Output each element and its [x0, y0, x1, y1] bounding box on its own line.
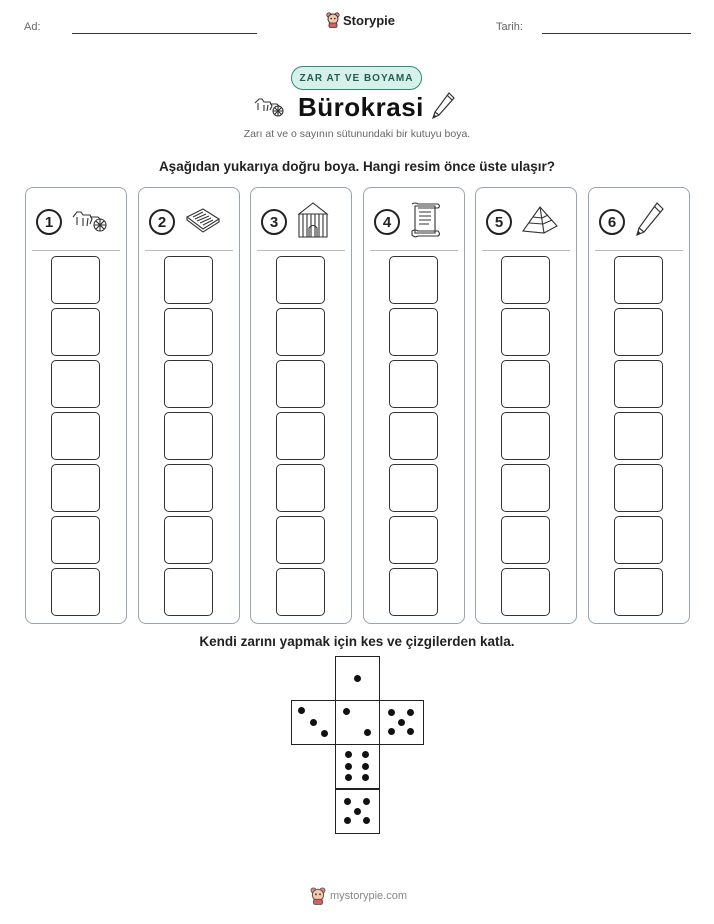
die-pip	[298, 707, 305, 714]
color-box[interactable]	[164, 256, 213, 304]
color-box[interactable]	[164, 308, 213, 356]
color-box[interactable]	[164, 516, 213, 564]
die-pip	[362, 751, 369, 758]
column-2	[138, 187, 240, 624]
die-pip	[345, 751, 352, 758]
color-box[interactable]	[389, 256, 438, 304]
column-header	[486, 202, 570, 242]
color-box[interactable]	[276, 568, 325, 616]
color-box[interactable]	[501, 308, 550, 356]
color-box[interactable]	[164, 568, 213, 616]
column-6	[588, 187, 690, 624]
column-header	[36, 202, 120, 242]
die-face-3	[291, 700, 336, 745]
die-pip	[354, 808, 361, 815]
column-divider	[370, 250, 458, 251]
color-box[interactable]	[164, 412, 213, 460]
activity-badge: ZAR AT VE BOYAMA	[291, 66, 422, 90]
column-number: 3	[261, 209, 287, 235]
color-box[interactable]	[51, 568, 100, 616]
color-box[interactable]	[51, 516, 100, 564]
color-box[interactable]	[614, 412, 663, 460]
name-label: Ad:	[24, 21, 41, 33]
die-pip	[388, 728, 395, 735]
color-box[interactable]	[51, 360, 100, 408]
color-box[interactable]	[614, 360, 663, 408]
column-divider	[32, 250, 120, 251]
color-box[interactable]	[614, 516, 663, 564]
tent-icon	[295, 200, 331, 245]
color-box[interactable]	[276, 464, 325, 512]
column-divider	[257, 250, 345, 251]
color-box[interactable]	[389, 516, 438, 564]
fold-instruction: Kendi zarını yapmak için kes ve çizgilerden katla.	[199, 634, 515, 649]
die-pip	[343, 708, 350, 715]
footer-url: mystorypie.com	[330, 890, 408, 902]
instruction: Aşağıdan yukarıya doğru boya. Hangi resim önce üste ulaşır?	[158, 159, 556, 174]
pencil-icon	[633, 200, 667, 245]
color-box[interactable]	[389, 464, 438, 512]
name-line	[72, 33, 257, 34]
die-pip	[388, 709, 395, 716]
brand-logo	[326, 12, 395, 28]
die-pip	[363, 817, 370, 824]
column-divider	[595, 250, 683, 251]
column-number: 2	[149, 209, 175, 235]
die-pip	[345, 774, 352, 781]
color-box[interactable]	[276, 516, 325, 564]
scroll-icon	[408, 201, 442, 244]
die-pip	[362, 763, 369, 770]
column-header	[599, 202, 683, 242]
chariot-icon	[70, 205, 110, 240]
die-face-2	[335, 700, 380, 745]
die-face-5	[379, 700, 424, 745]
color-box[interactable]	[501, 464, 550, 512]
column-number: 4	[374, 209, 400, 235]
storypie-bear-icon	[326, 12, 340, 28]
color-box[interactable]	[614, 256, 663, 304]
color-box[interactable]	[501, 412, 550, 460]
color-box[interactable]	[501, 568, 550, 616]
color-box[interactable]	[276, 412, 325, 460]
die-face-5	[335, 789, 380, 834]
column-header	[149, 202, 233, 242]
color-box[interactable]	[51, 412, 100, 460]
pyramid-icon	[520, 204, 560, 241]
die-pip	[364, 729, 371, 736]
die-face-6	[335, 744, 380, 789]
color-box[interactable]	[276, 308, 325, 356]
color-box[interactable]	[51, 256, 100, 304]
color-box[interactable]	[389, 308, 438, 356]
die-pip	[321, 730, 328, 737]
color-box[interactable]	[389, 568, 438, 616]
die-pip	[362, 774, 369, 781]
die-pip	[344, 817, 351, 824]
die-pip	[407, 728, 414, 735]
color-box[interactable]	[51, 464, 100, 512]
column-divider	[145, 250, 233, 251]
die-pip	[363, 798, 370, 805]
column-header	[374, 202, 458, 242]
footer	[310, 887, 407, 905]
color-box[interactable]	[51, 308, 100, 356]
die-pip	[407, 709, 414, 716]
chariot-icon	[252, 94, 286, 123]
column-5	[475, 187, 577, 624]
column-number: 1	[36, 209, 62, 235]
die-face-1	[335, 656, 380, 701]
color-box[interactable]	[501, 516, 550, 564]
color-box[interactable]	[501, 360, 550, 408]
die-pip	[310, 719, 317, 726]
color-box[interactable]	[614, 464, 663, 512]
color-box[interactable]	[389, 360, 438, 408]
color-box[interactable]	[276, 360, 325, 408]
column-3	[250, 187, 352, 624]
die-pip	[354, 675, 361, 682]
clay-tablet-icon	[183, 205, 223, 240]
column-number: 6	[599, 209, 625, 235]
color-box[interactable]	[389, 412, 438, 460]
column-4	[363, 187, 465, 624]
color-box[interactable]	[276, 256, 325, 304]
color-box[interactable]	[164, 464, 213, 512]
column-divider	[482, 250, 570, 251]
column-header	[261, 202, 345, 242]
color-box[interactable]	[614, 568, 663, 616]
subtitle: Zarı at ve o sayının sütunundaki bir kutuyu boya.	[243, 128, 471, 140]
brand-name: Storypie	[343, 12, 396, 28]
die-pip	[398, 719, 405, 726]
die-pip	[344, 798, 351, 805]
color-box[interactable]	[501, 256, 550, 304]
die-pip	[345, 763, 352, 770]
date-label: Tarih:	[496, 21, 523, 33]
color-box[interactable]	[614, 308, 663, 356]
pencil-icon	[430, 90, 458, 127]
storypie-bear-icon	[310, 887, 326, 905]
page-title: Bürokrasi	[298, 92, 424, 122]
color-box[interactable]	[164, 360, 213, 408]
column-1	[25, 187, 127, 624]
date-line	[542, 33, 691, 34]
column-number: 5	[486, 209, 512, 235]
